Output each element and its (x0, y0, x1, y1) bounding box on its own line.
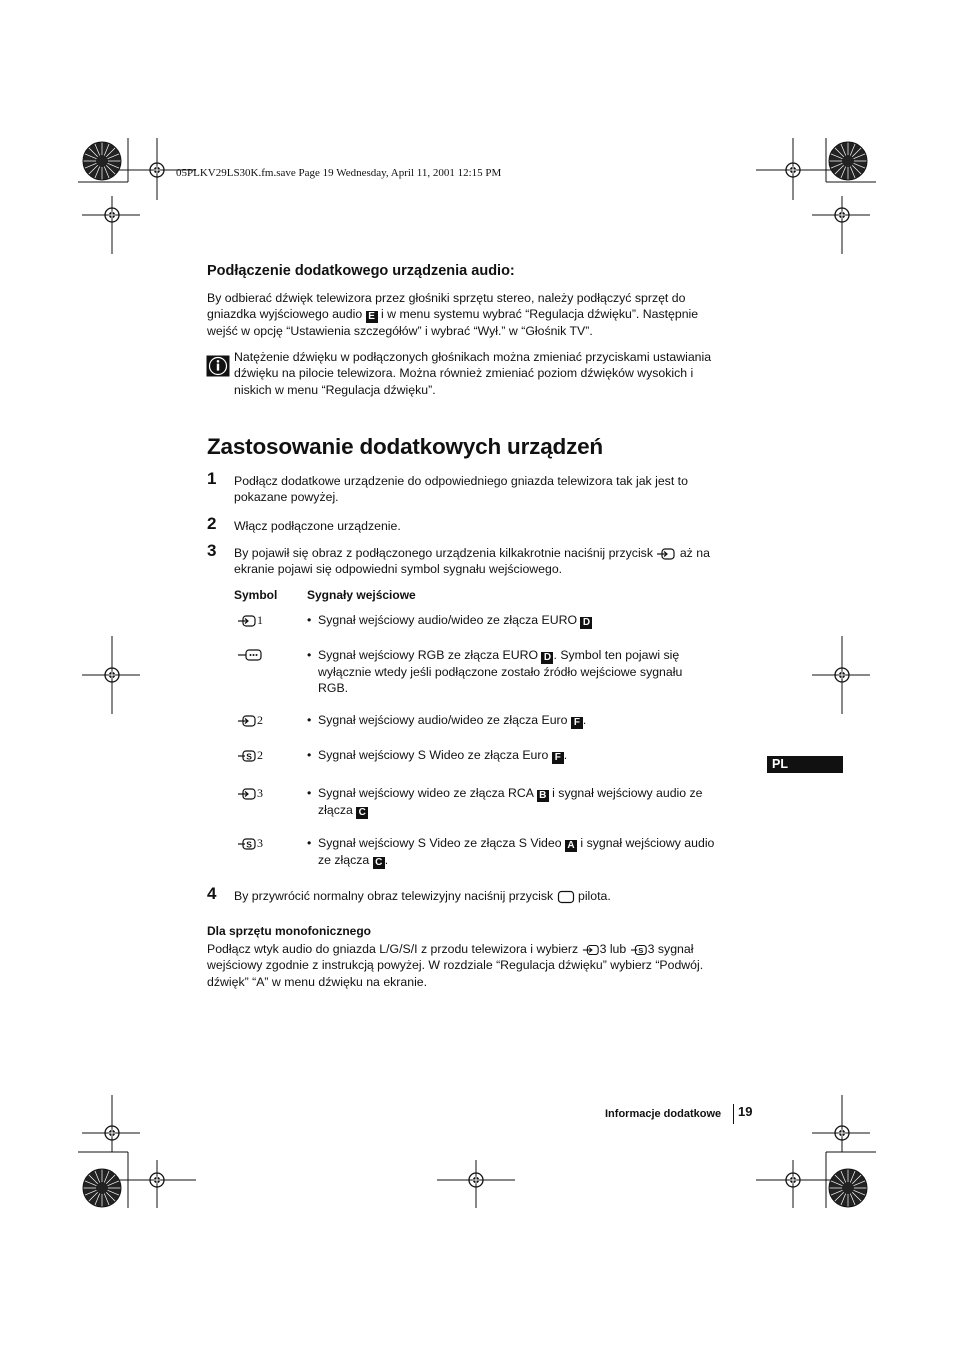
signal-row-6: • Sygnał wejściowy S Video ze złącza S Video A i sygnał wejściowy audio ze złącza C . (307, 836, 715, 868)
audio-para-line-3: wejść w opcję “Ustawienia szczegółów” i wybrać “Wył.” w “Głośnik TV”. (207, 324, 593, 339)
footer-section-label: Informacje dodatkowe (605, 1108, 722, 1120)
socket-label: D (541, 652, 553, 664)
tv-button-icon (557, 890, 575, 904)
symbol-svideo2: S 2 (237, 748, 277, 763)
mono-line-3: dźwięk” “A” w menu dźwięku na ekranie. (207, 974, 428, 989)
col-signal-header: Sygnały wejściowe (307, 588, 416, 602)
symbol-rgb1 (237, 648, 277, 662)
input-svideo-icon (630, 943, 648, 957)
svg-text:S: S (637, 945, 644, 955)
socket-label: F (552, 752, 564, 764)
socket-label: C (373, 857, 385, 869)
signal-row-2: • Sygnał wejściowy RGB ze złącza EURO D . Symbol ten pojawi się wyłącznie wtedy jeśli podłączone zostało źródło wejściowe sygnału RGB. (307, 648, 683, 696)
signal-row-3: • Sygnał wejściowy audio/wideo ze złącza Euro F . (307, 713, 587, 728)
mono-heading: Dla sprzętu monofonicznego (207, 924, 372, 938)
input-svideo-icon (237, 749, 257, 763)
input-svideo-icon (237, 837, 257, 851)
signal-row-5: • Sygnał wejściowy wideo ze złącza RCA B i sygnał wejściowy audio ze złącza C (307, 786, 703, 818)
socket-label: C (356, 807, 368, 819)
mono-line-1: Podłącz wtyk audio do gniazda L/G/S/I z przodu telewizora i wybierz 3 lub S 3 sygnał (207, 942, 694, 956)
step-1-text (234, 473, 744, 506)
footer-divider (733, 1104, 734, 1124)
audio-section-heading: Podłączenie dodatkowego urządzenia audio: (207, 263, 515, 279)
note-line-3: niskich w menu “Regulacja dźwięku”. (234, 382, 436, 397)
input-av-icon (237, 787, 257, 801)
info-icon (206, 355, 230, 377)
step-number-1: 1 (207, 469, 217, 488)
note-line-2: dźwięku na pilocie telewizora. Można również zmieniać poziom dźwięków wysokich i (234, 366, 694, 381)
section-title: Zastosowanie dodatkowych urządzeń (207, 434, 603, 459)
symbol-av3: 3 (237, 786, 277, 801)
symbol-av2: 2 (237, 713, 277, 728)
audio-para-line-1: By odbierać dźwięk telewizora przez głośniki sprzętu stereo, należy podłączyć sprzęt do (207, 291, 686, 305)
audio-para-line-2: gniazdka wyjściowego audio E i w menu systemu wybrać “Regulacja dźwięku”. Następnie (207, 307, 699, 323)
step-3-line-2: ekranie pojawi się odpowiedni symbol sygnału wejściowego. (234, 562, 563, 577)
mono-line-2: wejściowy zgodnie z instrukcją powyżej. W rozdziale “Regulacja dźwięku” wybierz “Podwój. (207, 958, 704, 973)
symbol-av1: 1 (237, 613, 277, 628)
step-number-2: 2 (207, 514, 217, 533)
svg-text:S: S (246, 838, 252, 849)
step-3-text (234, 545, 744, 578)
socket-label: A (565, 840, 577, 852)
input-rgb-icon (237, 648, 263, 662)
col-symbol-header: Symbol (234, 588, 278, 602)
step-3-line-1: By pojawił się obraz z podłączonego urządzenia kilkakrotnie naciśnij przycisk aż na (234, 546, 710, 560)
step-number-4: 4 (207, 884, 217, 903)
input-av-icon (237, 714, 257, 728)
symbol-svideo3: S 3 (237, 836, 277, 851)
step-2-text: Włącz podłączone urządzenie. (234, 519, 401, 533)
socket-label: F (571, 717, 583, 729)
language-tab: PL (767, 756, 843, 773)
file-header: 05PLKV29LS30K.fm.save Page 19 Wednesday, April 11, 2001 12:15 PM (176, 167, 502, 179)
page-number: 19 (738, 1104, 753, 1119)
signal-row-4: • Sygnał wejściowy S Wideo ze złącza Euro F . (307, 748, 568, 763)
input-av-icon (237, 614, 257, 628)
signal-row-1: • Sygnał wejściowy audio/wideo ze złącza EURO D (307, 612, 747, 629)
input-select-icon (656, 547, 676, 561)
socket-label: B (537, 790, 549, 802)
audio-paragraph (207, 290, 752, 340)
step-1-line-2: pokazane powyżej. (234, 490, 339, 505)
mono-paragraph (207, 941, 752, 990)
svg-text:S: S (246, 750, 252, 761)
note-line-1: Natężenie dźwięku w podłączonych głośnikach można zmieniać przyciskami ustawiania (234, 350, 712, 364)
info-note (234, 349, 749, 398)
socket-label-e: E (366, 311, 378, 323)
step-number-3: 3 (207, 541, 217, 560)
input-av-icon (582, 943, 600, 957)
step-4-text: By przywrócić normalny obraz telewizyjny naciśnij przycisk pilota. (234, 889, 611, 903)
step-1-line-1: Podłącz dodatkowe urządzenie do odpowiedniego gniazda telewizora tak jak jest to (234, 474, 688, 488)
socket-label: D (580, 617, 592, 629)
